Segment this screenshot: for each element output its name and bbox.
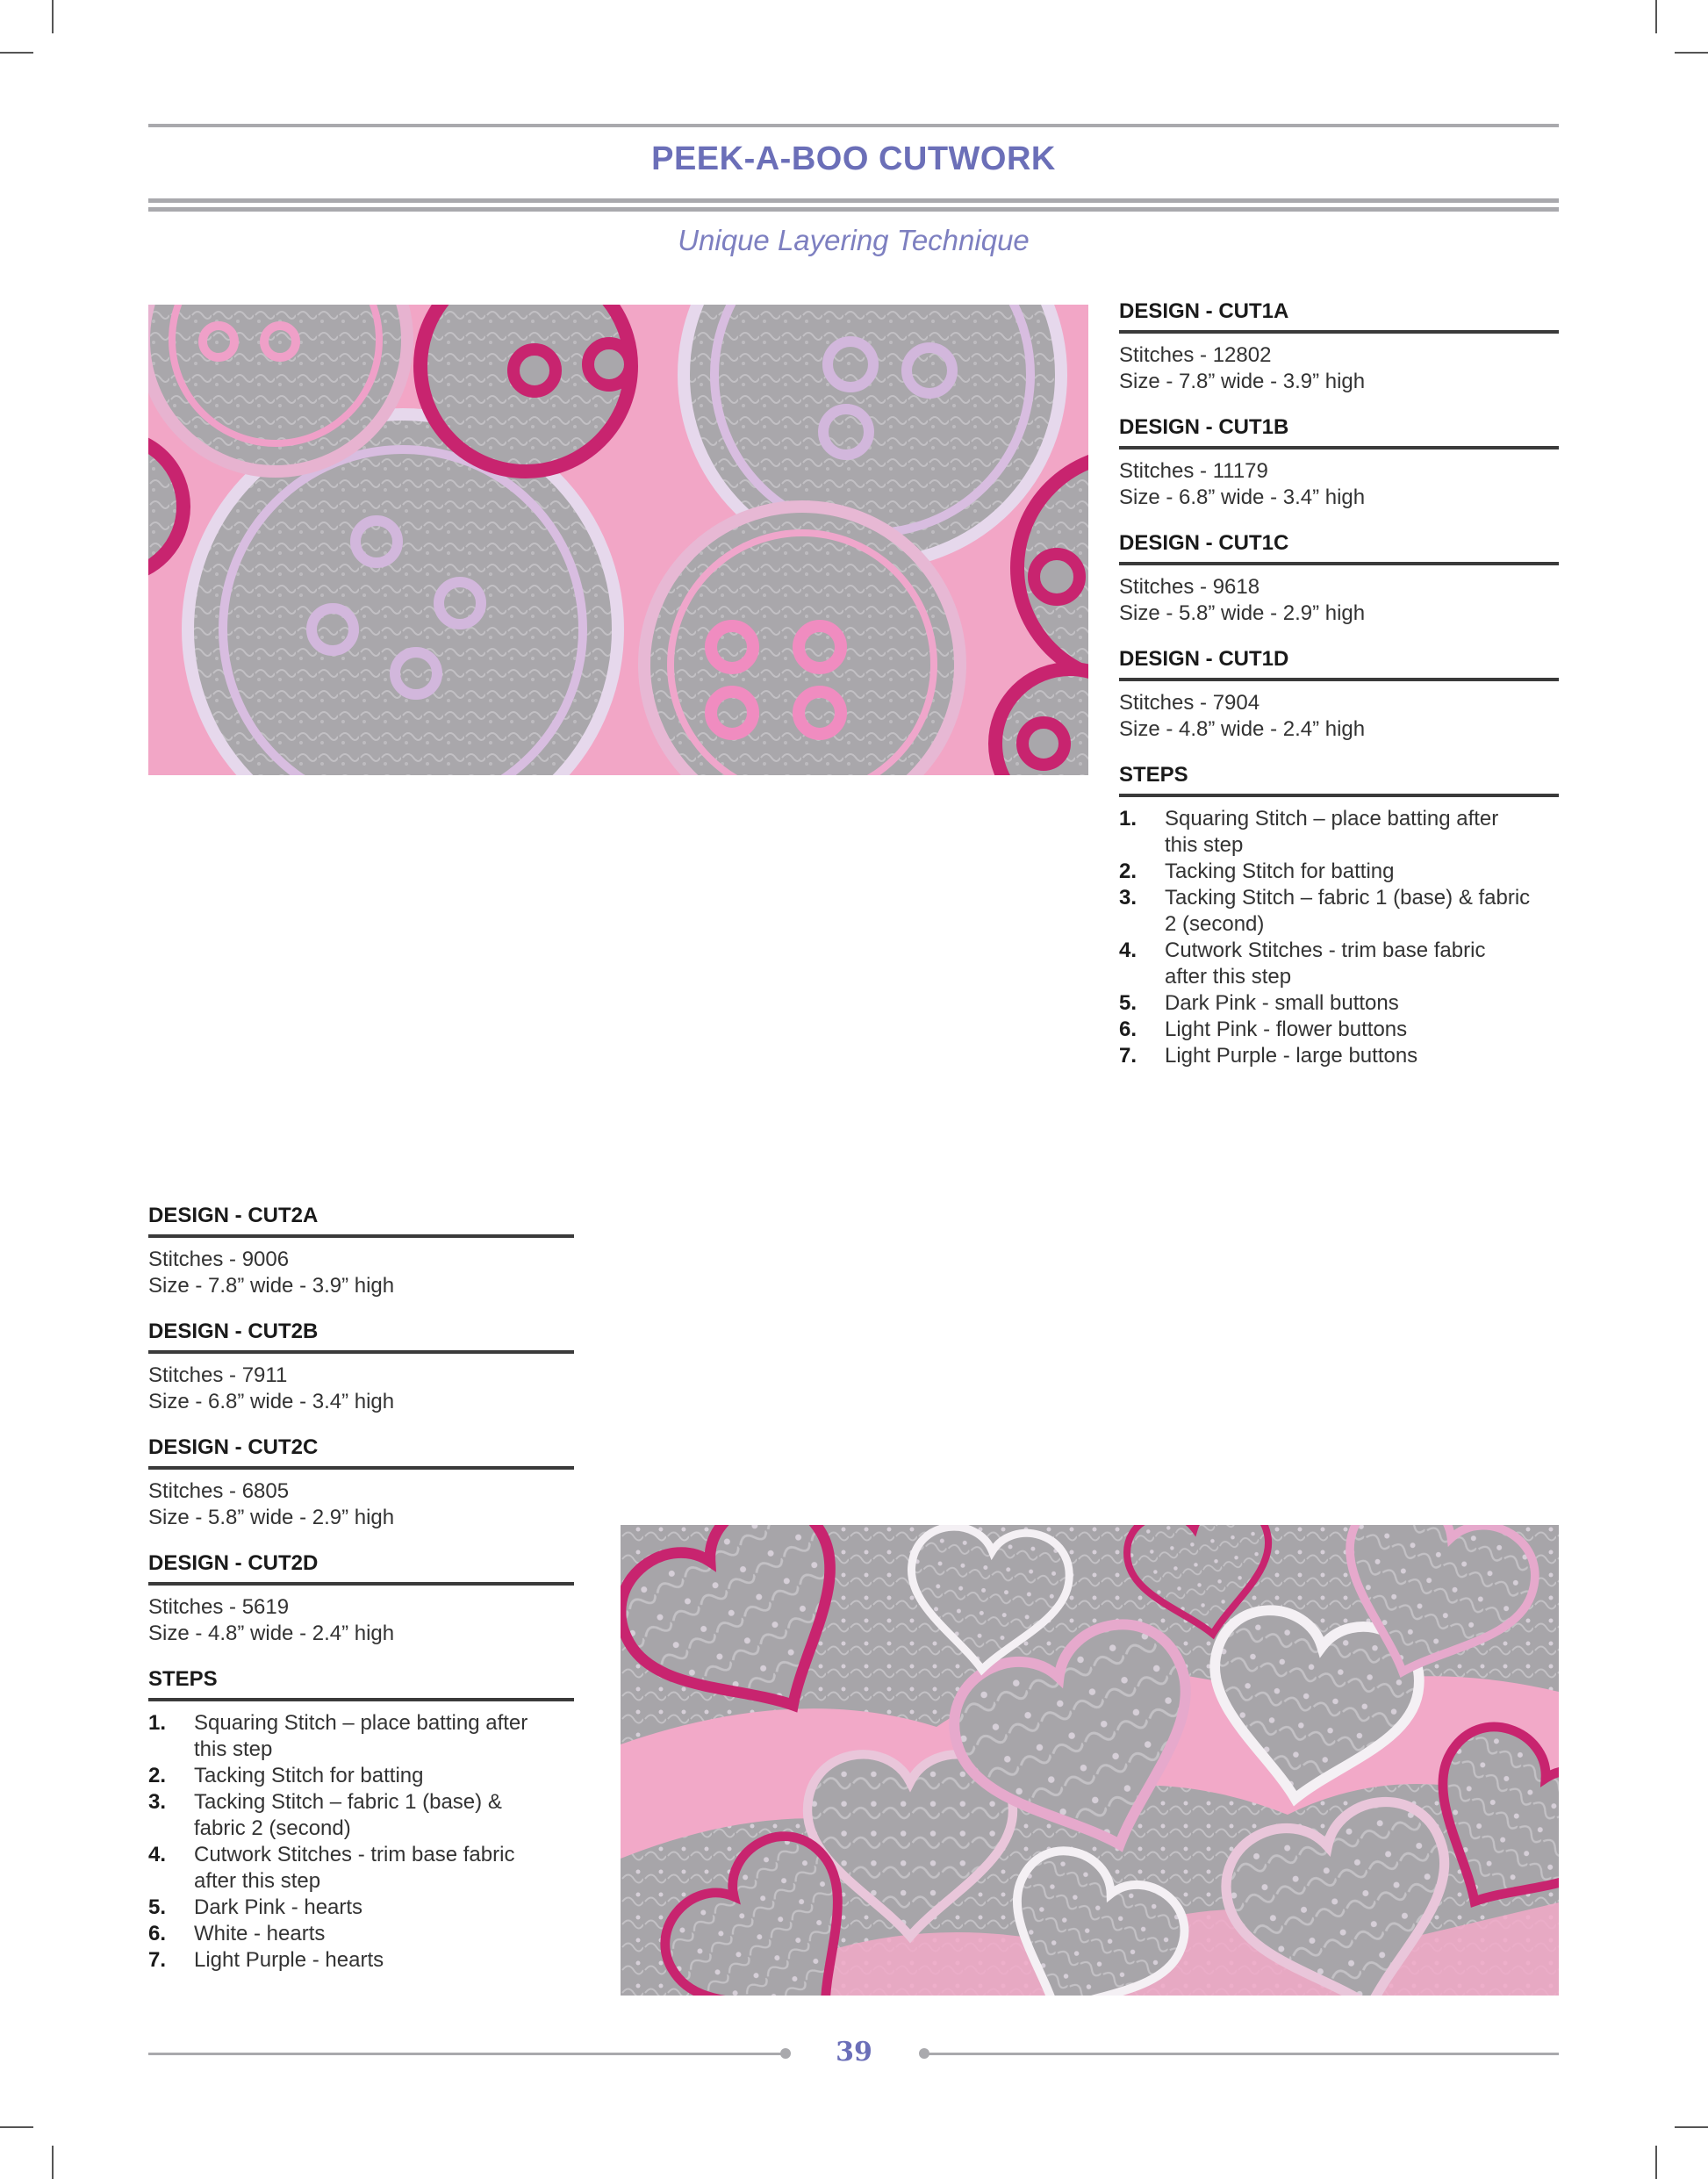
crop-mark: [1675, 2126, 1708, 2128]
step-text: this step: [194, 1737, 273, 1761]
steps-section: [1119, 762, 1559, 1069]
design-spec: [148, 1435, 574, 1531]
stitch-count: Stitches - 9618: [1119, 575, 1260, 599]
step-item: [1119, 806, 1559, 859]
step-item: [148, 1789, 574, 1842]
crop-mark: [52, 2146, 54, 2179]
step-item: [1119, 859, 1559, 885]
step-text: Cutwork Stitches - trim base fabric: [1165, 938, 1486, 962]
step-item: [1119, 885, 1559, 938]
steps-section: [148, 1666, 574, 1974]
design-spec: [148, 1319, 574, 1415]
step-number: 4.: [1119, 938, 1137, 962]
hearts-cutwork-photo: [621, 1525, 1559, 1996]
design-name: DESIGN - CUT1C: [1119, 530, 1559, 565]
design-name: DESIGN - CUT2D: [148, 1550, 574, 1586]
design-spec: [148, 1203, 574, 1299]
stitch-count: Stitches - 7904: [1119, 691, 1260, 715]
design-set-1-specs: [1119, 298, 1559, 1089]
step-item: [148, 1763, 574, 1789]
step-number: 5.: [148, 1895, 167, 1919]
step-item: [148, 1895, 574, 1921]
step-item: [148, 1947, 574, 1974]
header-rule: [148, 124, 1559, 127]
step-number: 2.: [148, 1764, 167, 1787]
design-size: Size - 5.8” wide - 2.9” high: [1119, 601, 1366, 625]
design-name: DESIGN - CUT2C: [148, 1435, 574, 1470]
design-spec: [1119, 298, 1559, 395]
step-text: after this step: [1165, 965, 1292, 989]
design-name: DESIGN - CUT2B: [148, 1319, 574, 1354]
step-text: White - hearts: [194, 1922, 326, 1945]
crop-mark: [1655, 2146, 1657, 2179]
step-text: Tacking Stitch – fabric 1 (base) &: [194, 1790, 502, 1814]
stitch-count: Stitches - 12802: [1119, 343, 1272, 367]
steps-heading: STEPS: [148, 1666, 574, 1701]
step-text: Cutwork Stitches - trim base fabric: [194, 1843, 515, 1866]
footer-dot: [780, 2048, 791, 2059]
design-size: Size - 4.8” wide - 2.4” high: [1119, 717, 1366, 741]
page-subtitle: Unique Layering Technique: [678, 224, 1030, 256]
stitch-count: Stitches - 9006: [148, 1248, 290, 1271]
title-underline: [148, 198, 1559, 203]
design-set-2-specs: [148, 1203, 574, 1993]
step-number: 6.: [1119, 1018, 1137, 1041]
design-spec: [1119, 414, 1559, 511]
step-number: 1.: [148, 1711, 167, 1735]
step-item: [1119, 938, 1559, 990]
step-number: 6.: [148, 1922, 167, 1945]
step-item: [148, 1921, 574, 1947]
design-size: Size - 7.8” wide - 3.9” high: [1119, 370, 1366, 393]
step-item: [148, 1710, 574, 1763]
design-size: Size - 6.8” wide - 3.4” high: [148, 1390, 395, 1413]
stitch-count: Stitches - 7911: [148, 1363, 288, 1387]
step-text: Light Purple - hearts: [194, 1948, 384, 1972]
crop-mark: [1675, 52, 1708, 54]
design-name: DESIGN - CUT1D: [1119, 646, 1559, 681]
footer-rule: [148, 2053, 786, 2055]
step-text: Tacking Stitch – fabric 1 (base) & fabric: [1165, 886, 1531, 910]
page-title: PEEK-A-BOO CUTWORK: [651, 140, 1056, 177]
step-text: Squaring Stitch – place batting after: [1165, 807, 1499, 831]
crop-mark: [1655, 0, 1657, 33]
design-size: Size - 5.8” wide - 2.9” high: [148, 1506, 395, 1529]
buttons-cutwork-photo: [148, 305, 1088, 775]
step-text: Dark Pink - hearts: [194, 1895, 363, 1919]
step-number: 3.: [1119, 886, 1137, 910]
step-text: Light Pink - flower buttons: [1165, 1018, 1408, 1041]
step-text: fabric 2 (second): [194, 1816, 351, 1840]
design-spec: [1119, 646, 1559, 743]
title-underline: [148, 207, 1559, 212]
steps-list: [1119, 806, 1559, 1069]
step-text: Tacking Stitch for batting: [194, 1764, 424, 1787]
stitch-count: Stitches - 6805: [148, 1479, 290, 1503]
stitch-count: Stitches - 5619: [148, 1595, 290, 1619]
step-number: 5.: [1119, 991, 1137, 1015]
step-number: 7.: [148, 1948, 167, 1972]
steps-heading: STEPS: [1119, 762, 1559, 797]
steps-list: [148, 1710, 574, 1974]
step-text: Tacking Stitch for batting: [1165, 859, 1395, 883]
design-name: DESIGN - CUT1B: [1119, 414, 1559, 449]
step-text: Dark Pink - small buttons: [1165, 991, 1399, 1015]
design-size: Size - 6.8” wide - 3.4” high: [1119, 485, 1366, 509]
design-spec: [148, 1550, 574, 1647]
step-text: Squaring Stitch – place batting after: [194, 1711, 528, 1735]
step-number: 3.: [148, 1790, 167, 1814]
step-number: 7.: [1119, 1044, 1137, 1068]
step-number: 1.: [1119, 807, 1137, 831]
step-number: 2.: [1119, 859, 1137, 883]
step-text: 2 (second): [1165, 912, 1265, 936]
crop-mark: [0, 52, 33, 54]
step-item: [1119, 990, 1559, 1017]
step-text: this step: [1165, 833, 1244, 857]
step-item: [1119, 1043, 1559, 1069]
design-name: DESIGN - CUT1A: [1119, 298, 1559, 334]
page-number: 39: [836, 2037, 872, 2068]
step-number: 4.: [148, 1843, 167, 1866]
step-item: [1119, 1017, 1559, 1043]
design-name: DESIGN - CUT2A: [148, 1203, 574, 1238]
footer-rule: [923, 2053, 1559, 2055]
step-text: Light Purple - large buttons: [1165, 1044, 1418, 1068]
design-size: Size - 4.8” wide - 2.4” high: [148, 1622, 395, 1645]
stitch-count: Stitches - 11179: [1119, 459, 1268, 483]
design-spec: [1119, 530, 1559, 627]
crop-mark: [52, 0, 54, 33]
step-item: [148, 1842, 574, 1895]
crop-mark: [0, 2126, 33, 2128]
step-text: after this step: [194, 1869, 321, 1893]
design-size: Size - 7.8” wide - 3.9” high: [148, 1274, 395, 1298]
